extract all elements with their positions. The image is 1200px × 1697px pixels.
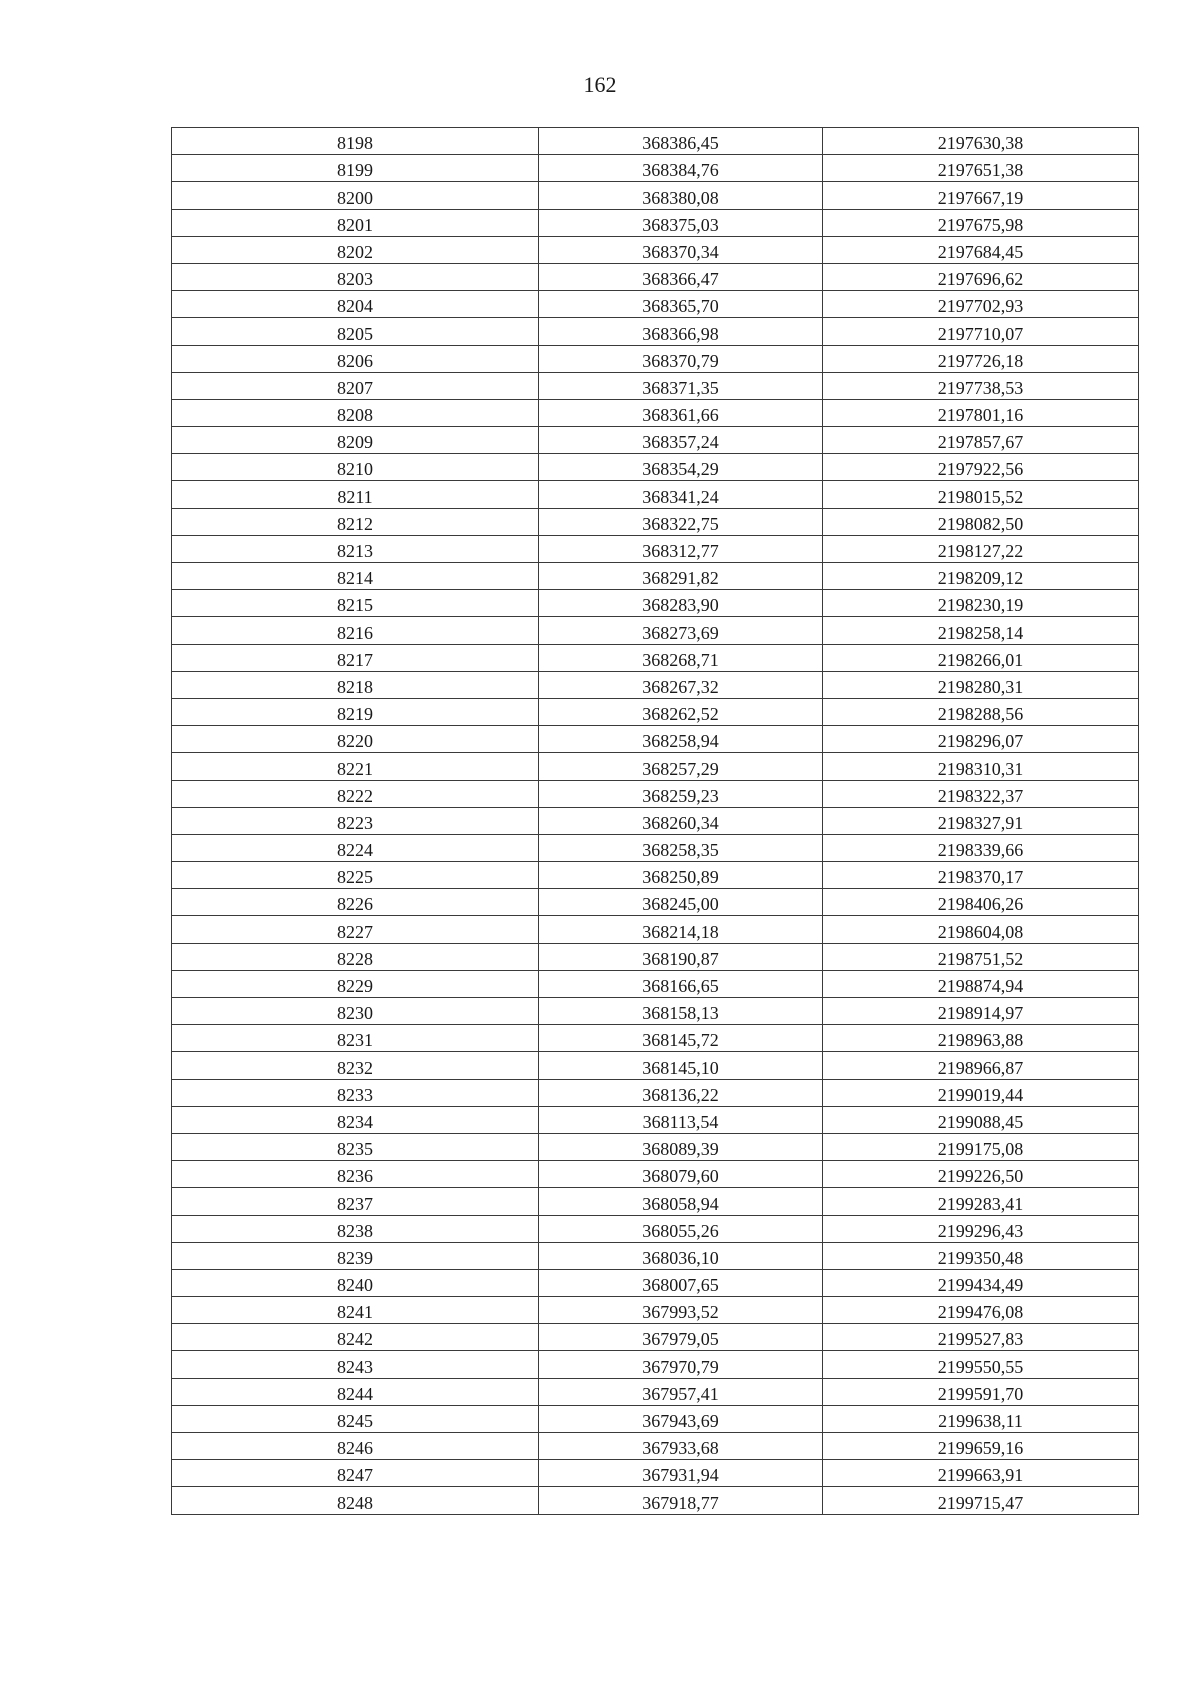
x-coordinate-cell: 368341,24: [539, 481, 823, 508]
x-coordinate-cell: 367979,05: [539, 1324, 823, 1351]
y-coordinate-cell: 2198082,50: [823, 508, 1139, 535]
coordinates-table-body: [172, 128, 1139, 1515]
point-number-cell: 8218: [172, 671, 539, 698]
point-number-cell: 8231: [172, 1025, 539, 1052]
table-row: [172, 889, 1139, 916]
y-coordinate-cell: 2199019,44: [823, 1079, 1139, 1106]
point-number-cell: 8221: [172, 753, 539, 780]
point-number-cell: 8200: [172, 182, 539, 209]
y-coordinate-cell: 2197738,53: [823, 372, 1139, 399]
y-coordinate-cell: 2197675,98: [823, 209, 1139, 236]
table-row: [172, 1269, 1139, 1296]
point-number-cell: 8203: [172, 263, 539, 290]
y-coordinate-cell: 2198406,26: [823, 889, 1139, 916]
point-number-cell: 8233: [172, 1079, 539, 1106]
x-coordinate-cell: 368380,08: [539, 182, 823, 209]
table-row: [172, 1433, 1139, 1460]
x-coordinate-cell: 368357,24: [539, 427, 823, 454]
point-number-cell: 8214: [172, 563, 539, 590]
y-coordinate-cell: 2198310,31: [823, 753, 1139, 780]
table-row: [172, 590, 1139, 617]
x-coordinate-cell: 368312,77: [539, 535, 823, 562]
point-number-cell: 8225: [172, 862, 539, 889]
y-coordinate-cell: 2197726,18: [823, 345, 1139, 372]
y-coordinate-cell: 2199527,83: [823, 1324, 1139, 1351]
x-coordinate-cell: 368370,79: [539, 345, 823, 372]
x-coordinate-cell: 368370,34: [539, 236, 823, 263]
point-number-cell: 8223: [172, 807, 539, 834]
y-coordinate-cell: 2197801,16: [823, 399, 1139, 426]
y-coordinate-cell: 2198604,08: [823, 916, 1139, 943]
point-number-cell: 8204: [172, 291, 539, 318]
y-coordinate-cell: 2199226,50: [823, 1161, 1139, 1188]
x-coordinate-cell: 368113,54: [539, 1106, 823, 1133]
y-coordinate-cell: 2197922,56: [823, 454, 1139, 481]
point-number-cell: 8209: [172, 427, 539, 454]
table-row: [172, 535, 1139, 562]
table-row: [172, 345, 1139, 372]
y-coordinate-cell: 2198966,87: [823, 1052, 1139, 1079]
table-row: [172, 916, 1139, 943]
point-number-cell: 8220: [172, 726, 539, 753]
y-coordinate-cell: 2199476,08: [823, 1297, 1139, 1324]
x-coordinate-cell: 368365,70: [539, 291, 823, 318]
table-row: [172, 998, 1139, 1025]
y-coordinate-cell: 2197696,62: [823, 263, 1139, 290]
point-number-cell: 8237: [172, 1188, 539, 1215]
y-coordinate-cell: 2198230,19: [823, 590, 1139, 617]
point-number-cell: 8202: [172, 236, 539, 263]
point-number-cell: 8206: [172, 345, 539, 372]
y-coordinate-cell: 2198258,14: [823, 617, 1139, 644]
x-coordinate-cell: 367918,77: [539, 1487, 823, 1514]
table-row: [172, 644, 1139, 671]
y-coordinate-cell: 2199638,11: [823, 1405, 1139, 1432]
x-coordinate-cell: 368259,23: [539, 780, 823, 807]
y-coordinate-cell: 2198127,22: [823, 535, 1139, 562]
y-coordinate-cell: 2199591,70: [823, 1378, 1139, 1405]
point-number-cell: 8229: [172, 970, 539, 997]
y-coordinate-cell: 2198280,31: [823, 671, 1139, 698]
x-coordinate-cell: 368354,29: [539, 454, 823, 481]
table-row: [172, 1460, 1139, 1487]
point-number-cell: 8228: [172, 943, 539, 970]
x-coordinate-cell: 367970,79: [539, 1351, 823, 1378]
y-coordinate-cell: 2198339,66: [823, 834, 1139, 861]
table-row: [172, 209, 1139, 236]
point-number-cell: 8240: [172, 1269, 539, 1296]
x-coordinate-cell: 368366,98: [539, 318, 823, 345]
point-number-cell: 8199: [172, 155, 539, 182]
page-number: 162: [583, 72, 617, 97]
y-coordinate-cell: 2197857,67: [823, 427, 1139, 454]
x-coordinate-cell: 368250,89: [539, 862, 823, 889]
x-coordinate-cell: 367957,41: [539, 1378, 823, 1405]
x-coordinate-cell: 368273,69: [539, 617, 823, 644]
table-row: [172, 1106, 1139, 1133]
y-coordinate-cell: 2197667,19: [823, 182, 1139, 209]
y-coordinate-cell: 2198288,56: [823, 698, 1139, 725]
table-row: [172, 563, 1139, 590]
point-number-cell: 8216: [172, 617, 539, 644]
table-row: [172, 1242, 1139, 1269]
point-number-cell: 8230: [172, 998, 539, 1025]
x-coordinate-cell: 368361,66: [539, 399, 823, 426]
x-coordinate-cell: 368055,26: [539, 1215, 823, 1242]
y-coordinate-cell: 2198209,12: [823, 563, 1139, 590]
table-row: [172, 970, 1139, 997]
table-row: [172, 128, 1139, 155]
y-coordinate-cell: 2197684,45: [823, 236, 1139, 263]
x-coordinate-cell: 367931,94: [539, 1460, 823, 1487]
point-number-cell: 8224: [172, 834, 539, 861]
point-number-cell: 8235: [172, 1133, 539, 1160]
x-coordinate-cell: 368262,52: [539, 698, 823, 725]
point-number-cell: 8210: [172, 454, 539, 481]
table-row: [172, 454, 1139, 481]
x-coordinate-cell: 368007,65: [539, 1269, 823, 1296]
point-number-cell: 8242: [172, 1324, 539, 1351]
point-number-cell: 8207: [172, 372, 539, 399]
y-coordinate-cell: 2198874,94: [823, 970, 1139, 997]
x-coordinate-cell: 368166,65: [539, 970, 823, 997]
point-number-cell: 8213: [172, 535, 539, 562]
table-row: [172, 698, 1139, 725]
x-coordinate-cell: 368386,45: [539, 128, 823, 155]
table-row: [172, 236, 1139, 263]
point-number-cell: 8234: [172, 1106, 539, 1133]
point-number-cell: 8239: [172, 1242, 539, 1269]
point-number-cell: 8222: [172, 780, 539, 807]
point-number-cell: 8232: [172, 1052, 539, 1079]
x-coordinate-cell: 368145,10: [539, 1052, 823, 1079]
y-coordinate-cell: 2198963,88: [823, 1025, 1139, 1052]
point-number-cell: 8238: [172, 1215, 539, 1242]
table-row: [172, 726, 1139, 753]
table-row: [172, 399, 1139, 426]
table-row: [172, 291, 1139, 318]
x-coordinate-cell: 368136,22: [539, 1079, 823, 1106]
point-number-cell: 8211: [172, 481, 539, 508]
table-row: [172, 182, 1139, 209]
y-coordinate-cell: 2199663,91: [823, 1460, 1139, 1487]
point-number-cell: 8227: [172, 916, 539, 943]
y-coordinate-cell: 2199434,49: [823, 1269, 1139, 1296]
x-coordinate-cell: 368058,94: [539, 1188, 823, 1215]
x-coordinate-cell: 368260,34: [539, 807, 823, 834]
point-number-cell: 8198: [172, 128, 539, 155]
table-row: [172, 753, 1139, 780]
table-row: [172, 1079, 1139, 1106]
y-coordinate-cell: 2198322,37: [823, 780, 1139, 807]
point-number-cell: 8205: [172, 318, 539, 345]
table-row: [172, 372, 1139, 399]
table-row: [172, 318, 1139, 345]
table-row: [172, 427, 1139, 454]
table-row: [172, 1025, 1139, 1052]
y-coordinate-cell: 2199175,08: [823, 1133, 1139, 1160]
point-number-cell: 8201: [172, 209, 539, 236]
y-coordinate-cell: 2198266,01: [823, 644, 1139, 671]
y-coordinate-cell: 2197630,38: [823, 128, 1139, 155]
table-row: [172, 671, 1139, 698]
x-coordinate-cell: 368089,39: [539, 1133, 823, 1160]
point-number-cell: 8248: [172, 1487, 539, 1514]
y-coordinate-cell: 2198370,17: [823, 862, 1139, 889]
point-number-cell: 8246: [172, 1433, 539, 1460]
x-coordinate-cell: 368366,47: [539, 263, 823, 290]
y-coordinate-cell: 2198914,97: [823, 998, 1139, 1025]
point-number-cell: 8212: [172, 508, 539, 535]
table-row: [172, 508, 1139, 535]
x-coordinate-cell: 368257,29: [539, 753, 823, 780]
point-number-cell: 8244: [172, 1378, 539, 1405]
x-coordinate-cell: 368245,00: [539, 889, 823, 916]
table-row: [172, 1188, 1139, 1215]
y-coordinate-cell: 2199715,47: [823, 1487, 1139, 1514]
x-coordinate-cell: 368384,76: [539, 155, 823, 182]
x-coordinate-cell: 368258,35: [539, 834, 823, 861]
table-row: [172, 1161, 1139, 1188]
x-coordinate-cell: 368214,18: [539, 916, 823, 943]
table-row: [172, 807, 1139, 834]
y-coordinate-cell: 2199296,43: [823, 1215, 1139, 1242]
y-coordinate-cell: 2198015,52: [823, 481, 1139, 508]
y-coordinate-cell: 2199550,55: [823, 1351, 1139, 1378]
x-coordinate-cell: 368291,82: [539, 563, 823, 590]
x-coordinate-cell: 368158,13: [539, 998, 823, 1025]
x-coordinate-cell: 368268,71: [539, 644, 823, 671]
point-number-cell: 8215: [172, 590, 539, 617]
table-row: [172, 1378, 1139, 1405]
x-coordinate-cell: 368371,35: [539, 372, 823, 399]
y-coordinate-cell: 2197651,38: [823, 155, 1139, 182]
y-coordinate-cell: 2199088,45: [823, 1106, 1139, 1133]
table-row: [172, 1133, 1139, 1160]
table-row: [172, 1487, 1139, 1514]
y-coordinate-cell: 2198296,07: [823, 726, 1139, 753]
table-row: [172, 1405, 1139, 1432]
point-number-cell: 8245: [172, 1405, 539, 1432]
x-coordinate-cell: 368375,03: [539, 209, 823, 236]
x-coordinate-cell: 368145,72: [539, 1025, 823, 1052]
table-row: [172, 943, 1139, 970]
table-row: [172, 834, 1139, 861]
table-row: [172, 1297, 1139, 1324]
x-coordinate-cell: 368079,60: [539, 1161, 823, 1188]
x-coordinate-cell: 368267,32: [539, 671, 823, 698]
point-number-cell: 8241: [172, 1297, 539, 1324]
point-number-cell: 8219: [172, 698, 539, 725]
table-row: [172, 481, 1139, 508]
table-row: [172, 1351, 1139, 1378]
table-row: [172, 1324, 1139, 1351]
y-coordinate-cell: 2199283,41: [823, 1188, 1139, 1215]
table-row: [172, 780, 1139, 807]
table-row: [172, 617, 1139, 644]
x-coordinate-cell: 367993,52: [539, 1297, 823, 1324]
x-coordinate-cell: 368283,90: [539, 590, 823, 617]
table-row: [172, 1052, 1139, 1079]
x-coordinate-cell: 368322,75: [539, 508, 823, 535]
point-number-cell: 8247: [172, 1460, 539, 1487]
table-row: [172, 155, 1139, 182]
point-number-cell: 8217: [172, 644, 539, 671]
y-coordinate-cell: 2197710,07: [823, 318, 1139, 345]
point-number-cell: 8236: [172, 1161, 539, 1188]
table-row: [172, 1215, 1139, 1242]
y-coordinate-cell: 2198751,52: [823, 943, 1139, 970]
y-coordinate-cell: 2198327,91: [823, 807, 1139, 834]
table-row: [172, 263, 1139, 290]
x-coordinate-cell: 368190,87: [539, 943, 823, 970]
y-coordinate-cell: 2199659,16: [823, 1433, 1139, 1460]
coordinates-table: [171, 127, 1139, 1515]
x-coordinate-cell: 367943,69: [539, 1405, 823, 1432]
point-number-cell: 8208: [172, 399, 539, 426]
point-number-cell: 8226: [172, 889, 539, 916]
x-coordinate-cell: 368036,10: [539, 1242, 823, 1269]
y-coordinate-cell: 2197702,93: [823, 291, 1139, 318]
x-coordinate-cell: 367933,68: [539, 1433, 823, 1460]
y-coordinate-cell: 2199350,48: [823, 1242, 1139, 1269]
table-row: [172, 862, 1139, 889]
point-number-cell: 8243: [172, 1351, 539, 1378]
x-coordinate-cell: 368258,94: [539, 726, 823, 753]
